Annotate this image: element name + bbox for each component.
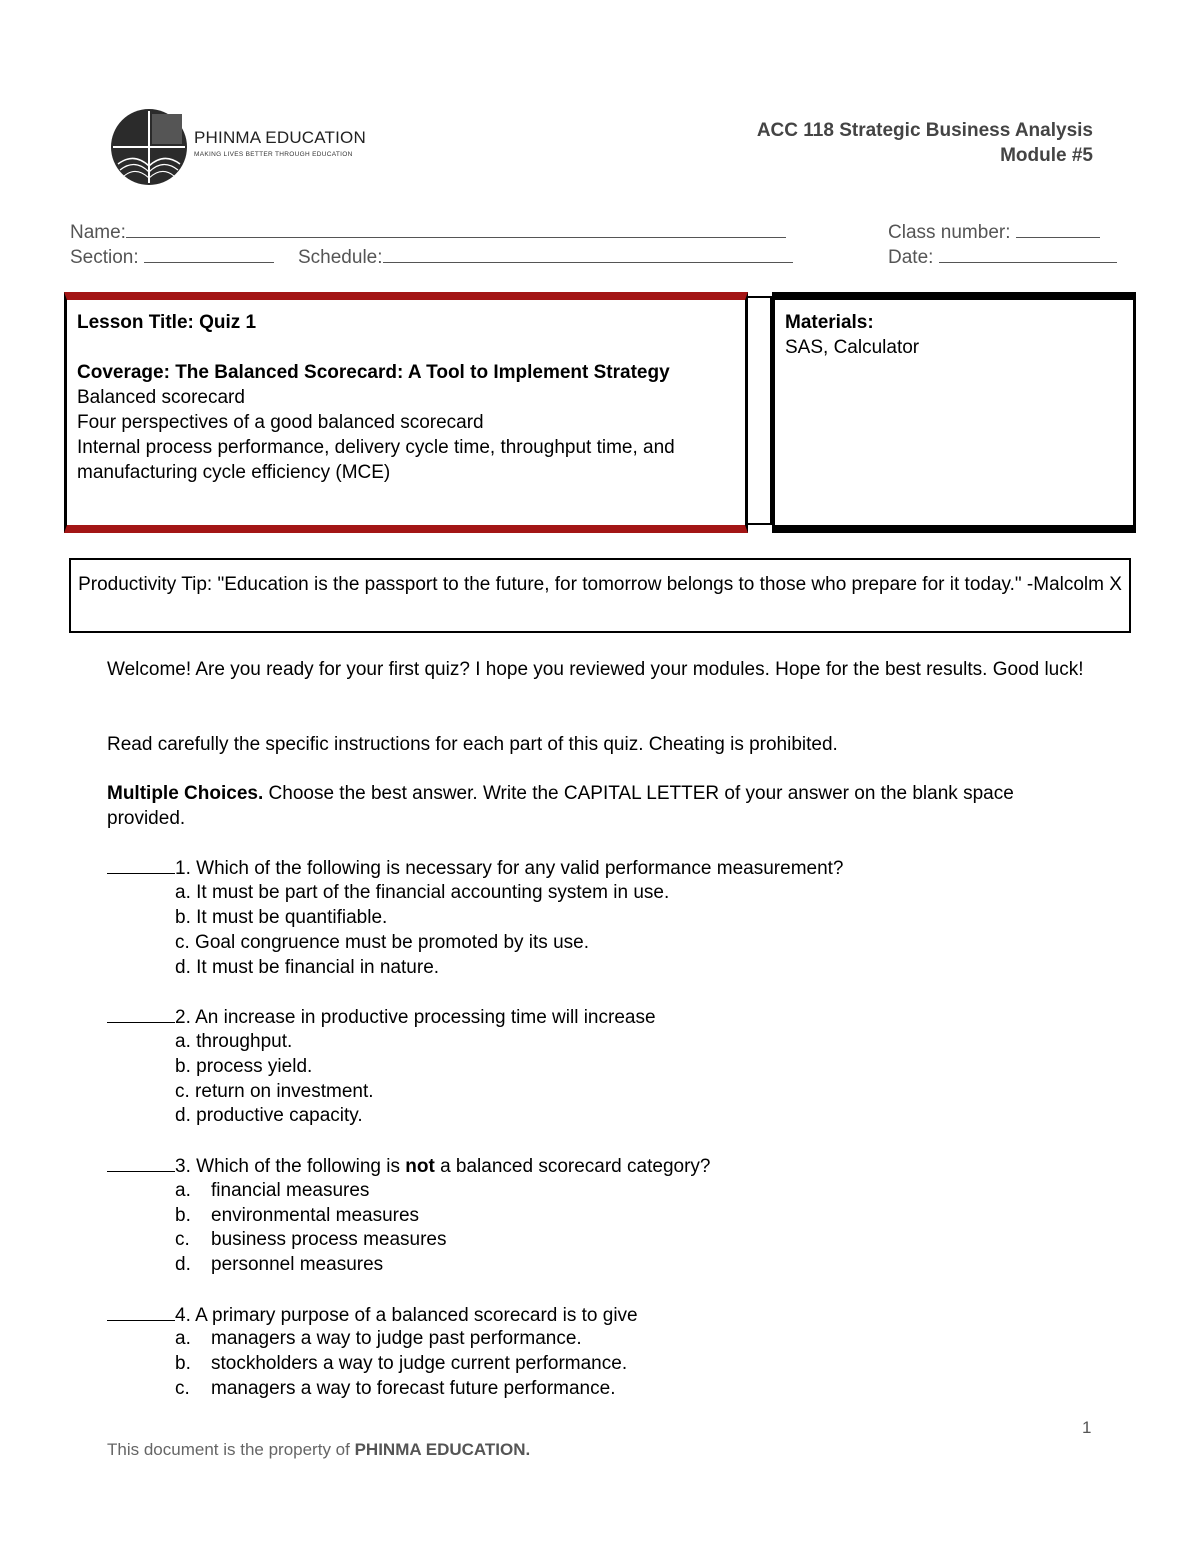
logo-wordmark: PHINMA EDUCATION	[194, 128, 366, 147]
option-letter: c.	[175, 1229, 190, 1250]
phinma-globe-icon	[108, 106, 190, 188]
section-field[interactable]	[70, 245, 274, 269]
lesson-topic: Four perspectives of a good balanced scorecard	[77, 412, 484, 433]
question-number: 3.	[175, 1156, 191, 1177]
question-text-before: Which of the following is	[196, 1156, 400, 1177]
option	[175, 1227, 447, 1252]
option: b. process yield.	[175, 1056, 313, 1077]
option-text: business process measures	[211, 1229, 447, 1250]
course-title: ACC 118 Strategic Business Analysis	[756, 120, 1093, 141]
option-text: financial measures	[211, 1180, 370, 1201]
section-blank[interactable]	[144, 245, 274, 263]
date-blank[interactable]	[939, 245, 1117, 263]
lesson-title: Lesson Title: Quiz 1	[77, 312, 257, 333]
question-number: 1.	[175, 858, 191, 879]
class-number-blank[interactable]	[1016, 220, 1100, 238]
question-3	[107, 1153, 710, 1179]
question-text: Which of the following is necessary for any valid performance measurement?	[196, 858, 844, 879]
option-text: managers a way to forecast future performance.	[211, 1378, 616, 1399]
mc-heading: Multiple Choices.	[107, 783, 264, 804]
option-letter: b.	[175, 1353, 191, 1374]
option: c. return on investment.	[175, 1081, 374, 1102]
option-text: personnel measures	[211, 1254, 384, 1275]
option: c. Goal congruence must be promoted by its use.	[175, 932, 589, 953]
option	[175, 1178, 369, 1203]
option	[175, 1326, 582, 1351]
option-letter: d.	[175, 1254, 191, 1275]
name-field[interactable]	[70, 220, 786, 244]
option: d. It must be financial in nature.	[175, 957, 440, 978]
lesson-topic: Balanced scorecard	[77, 387, 245, 408]
answer-blank-4[interactable]	[107, 1302, 175, 1321]
materials-label: Materials:	[785, 312, 874, 333]
section-label: Section:	[70, 247, 139, 268]
question-4	[107, 1302, 638, 1328]
lesson-coverage: Coverage: The Balanced Scorecard: A Tool to Implement Strategy	[77, 362, 670, 383]
footer-owner: PHINMA EDUCATION.	[354, 1440, 531, 1459]
lesson-topic: Internal process performance, delivery cycle time, throughput time, and manufacturing cycle efficiency (MCE)	[77, 437, 675, 483]
question-text-after: a balanced scorecard category?	[440, 1156, 711, 1177]
schedule-field[interactable]	[298, 245, 793, 269]
date-field[interactable]	[888, 245, 1117, 269]
option: a. It must be part of the financial accounting system in use.	[175, 882, 670, 903]
question-text: A primary purpose of a balanced scorecard is to give	[195, 1305, 638, 1326]
question-number: 2.	[175, 1007, 191, 1028]
question-1	[107, 855, 844, 881]
welcome-text: Welcome! Are you ready for your first quiz? I hope you reviewed your modules. Hope for the best results. Good luck!	[107, 659, 1084, 680]
question-text-bold: not	[405, 1156, 435, 1177]
lesson-box	[64, 292, 748, 533]
productivity-tip	[69, 558, 1131, 633]
answer-blank-2[interactable]	[107, 1004, 175, 1023]
option	[175, 1376, 615, 1401]
materials-items: SAS, Calculator	[785, 337, 920, 358]
option-text: managers a way to judge past performance.	[211, 1328, 582, 1349]
option-text: stockholders a way to judge current performance.	[211, 1353, 628, 1374]
option-letter: b.	[175, 1205, 191, 1226]
tip-text: Productivity Tip: "Education is the passport to the future, for tomorrow belongs to those who prepare for it today." -Malcolm X	[78, 574, 1122, 595]
option-letter: c.	[175, 1378, 190, 1399]
question-number: 4.	[175, 1305, 191, 1326]
question-2	[107, 1004, 656, 1030]
answer-blank-1[interactable]	[107, 855, 175, 874]
name-label: Name:	[70, 222, 126, 243]
option: b. It must be quantifiable.	[175, 907, 388, 928]
instructions-text: Read carefully the specific instructions for each part of this quiz. Cheating is prohibited.	[107, 734, 838, 755]
option	[175, 1252, 383, 1277]
question-text: An increase in productive processing time will increase	[195, 1007, 656, 1028]
logo-tagline: MAKING LIVES BETTER THROUGH EDUCATION	[194, 151, 353, 158]
page-number: 1	[1082, 1418, 1092, 1437]
option: a. throughput.	[175, 1031, 293, 1052]
option-letter: a.	[175, 1328, 191, 1349]
mc-instructions	[107, 781, 1097, 831]
footer-note	[107, 1440, 530, 1460]
option: d. productive capacity.	[175, 1105, 363, 1126]
option	[175, 1203, 419, 1228]
materials-box	[772, 292, 1136, 533]
option-letter: a.	[175, 1180, 191, 1201]
schedule-blank[interactable]	[383, 245, 793, 263]
class-number-field[interactable]	[888, 220, 1100, 244]
module-number: Module #5	[1000, 145, 1093, 166]
option-text: environmental measures	[211, 1205, 420, 1226]
class-number-label: Class number:	[888, 222, 1011, 243]
date-label: Date:	[888, 247, 934, 268]
option	[175, 1351, 627, 1376]
footer-text: This document is the property of	[107, 1440, 350, 1459]
answer-blank-3[interactable]	[107, 1153, 175, 1172]
schedule-label: Schedule:	[298, 247, 383, 268]
mc-instruction-text: Choose the best answer. Write the CAPITAL LETTER of your answer on the blank space provided.	[107, 783, 1014, 829]
box-divider	[748, 296, 772, 525]
name-blank[interactable]	[126, 220, 786, 238]
